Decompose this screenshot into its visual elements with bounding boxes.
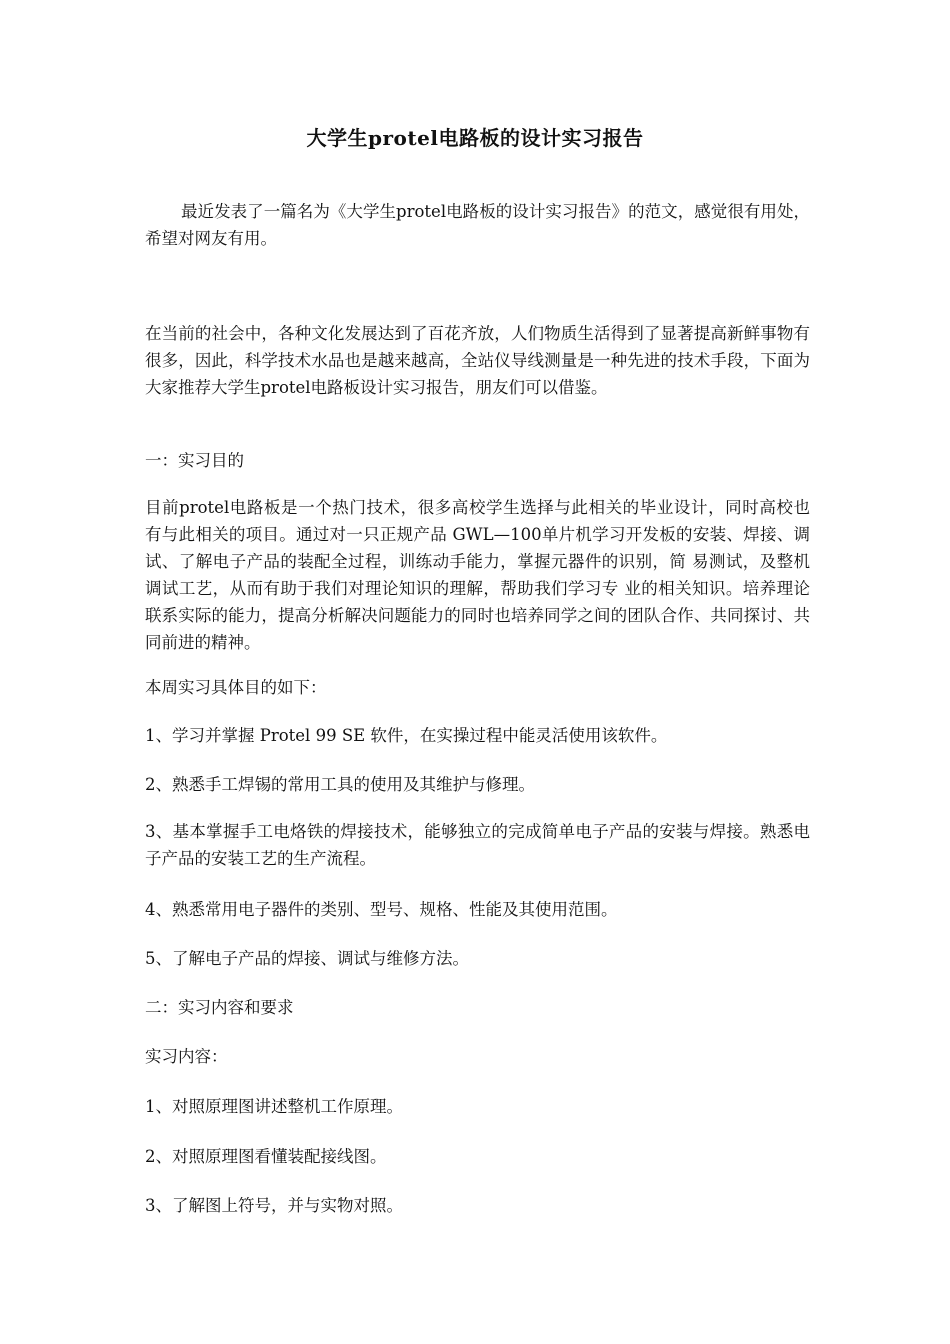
section-heading-content: 二：实习内容和要求 [145,998,294,1017]
list-item-content-1: 1、对照原理图讲述整机工作原理。 [145,1097,403,1116]
list-item-content-3: 3、了解图上符号，并与实物对照。 [145,1196,403,1215]
list-item-content-2: 2、对照原理图看懂装配接线图。 [145,1147,387,1166]
list-item-objective-3: 3、基本掌握手工电烙铁的焊接技术，能够独立的完成简单电子产品的安装与焊接。熟悉电子产品的安装工艺的生产流程。 [145,822,810,868]
paragraph-objectives-list-intro: 本周实习具体目的如下： [145,678,327,697]
list-item-objective-2: 2、熟悉手工焊锡的常用工具的使用及其维护与修理。 [145,775,535,794]
list-item-objective-5: 5、了解电子产品的焊接、调试与维修方法。 [145,949,469,968]
list-item-objective-4: 4、熟悉常用电子器件的类别、型号、规格、性能及其使用范围。 [145,900,618,919]
paragraph-content-label: 实习内容： [145,1047,228,1066]
section-heading-objectives: 一：实习目的 [145,451,244,470]
document-title: 大学生protel电路板的设计实习报告 [306,126,644,150]
paragraph-objectives: 目前protel电路板是一个热门技术，很多高校学生选择与此相关的毕业设计，同时高校也 有与此相关的项目。通过对一只正规产品 GWL—100单片机学习开发板的安装、焊接、调试、了解电子产品的装配全过程，训练动手能力，掌握元器件的识别，简 易测试，及整机调试工艺，从而有助于我们对理论知识的理解，帮助我们学习专 业的相关知识。培养理论联系实际的能力，提高分析解决问题能力的同时也培养同学之间的团队合作、共同探讨、共同前进的精神。 [145,498,810,652]
list-item-objective-1: 1、学习并掌握 Protel 99 SE 软件，在实操过程中能灵活使用该软件。 [145,726,668,745]
paragraph-background: 在当前的社会中，各种文化发展达到了百花齐放，人们物质生活得到了显著提高新鲜事物有很多，因此，科学技术水品也是越来越高，全站仪导线测量是一种先进的技术手段，下面为大家推荐大学生protel电路板设计实习报告，朋友们可以借鉴。 [145,324,810,397]
intro-paragraph: 最近发表了一篇名为《大学生protel电路板的设计实习报告》的范文，感觉很有用处，希望对网友有用。 [145,202,810,248]
